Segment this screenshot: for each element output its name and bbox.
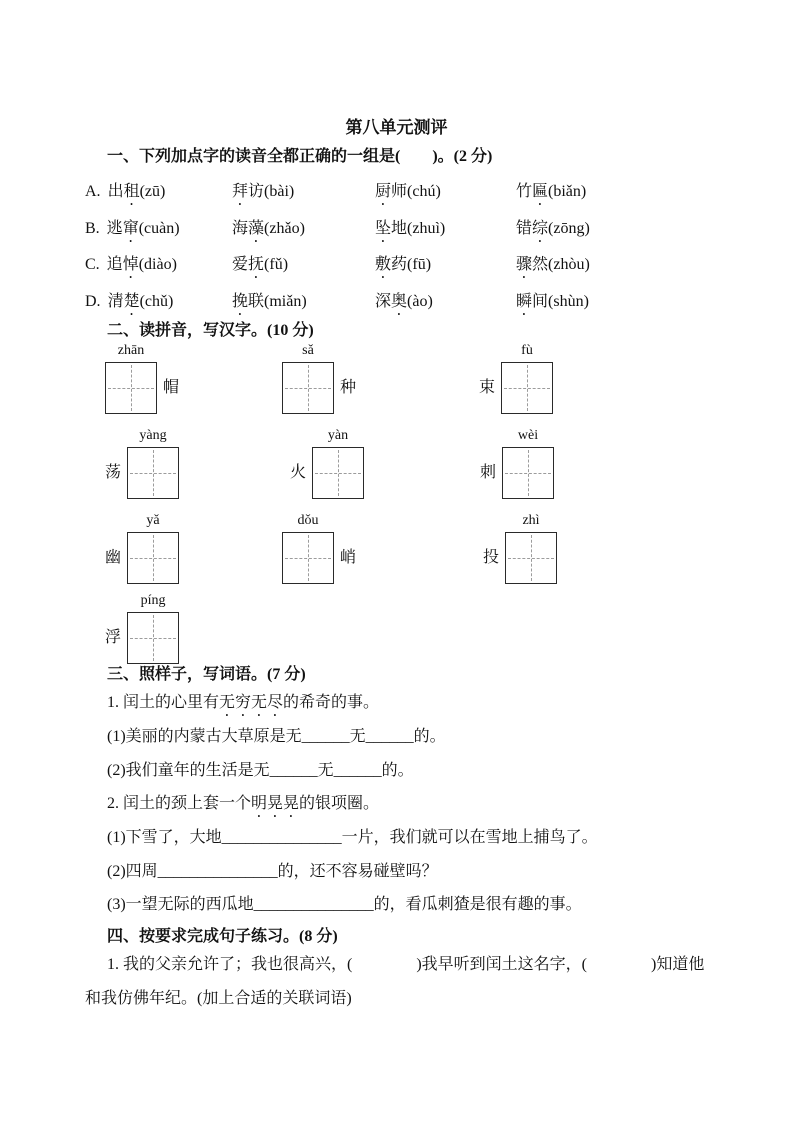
option-row-d bbox=[85, 284, 707, 321]
word-item: 逃窜(cuàn) bbox=[106, 219, 180, 237]
character-writing-box bbox=[312, 447, 364, 499]
given-character: 束 bbox=[479, 379, 496, 396]
word-item: 爱抚(fǔ) bbox=[232, 256, 289, 273]
character-writing-box bbox=[127, 532, 179, 584]
word-item: 坠地(zhuì) bbox=[375, 219, 446, 237]
blank-line: (1)美丽的内蒙古大草原是无______无______的。 bbox=[107, 728, 446, 745]
given-character: 幽 bbox=[105, 549, 122, 566]
sentence-exercise-line: 1. 我的父亲允许了；我也很高兴，( )我早听到闰土这名字，( )知道他 bbox=[107, 955, 705, 973]
blank-line: (1)下雪了，大地_______________一片，我们就可以在雪地上捕鸟了。 bbox=[107, 829, 598, 847]
pinyin-writing-group bbox=[282, 512, 356, 584]
word-item: 错综(zōng) bbox=[516, 219, 590, 237]
given-character: 荡 bbox=[105, 464, 122, 481]
given-character: 种 bbox=[340, 379, 357, 396]
character-writing-box bbox=[502, 447, 554, 499]
section-one-heading: 一、下列加点字的读音全都正确的一组是( )。(2 分) bbox=[107, 148, 493, 165]
pinyin-label: fù bbox=[521, 343, 533, 358]
word-item: 拜访(bài) bbox=[232, 183, 295, 200]
given-character: 浮 bbox=[105, 629, 122, 646]
example-sentence-1: 1. 闰土的心里有无穷无尽的希奇的事。 bbox=[107, 694, 380, 711]
pinyin-writing-group bbox=[290, 427, 364, 499]
word-item: 深奥(ào) bbox=[375, 292, 433, 310]
option-cell bbox=[85, 247, 232, 284]
pinyin-label: dǒu bbox=[297, 513, 319, 528]
word-item: 竹匾(biǎn) bbox=[516, 183, 587, 200]
given-character: 刺 bbox=[480, 464, 497, 481]
pinyin-label: sǎ bbox=[302, 343, 314, 358]
blank-line: (2)四周_______________的，还不容易碰壁吗？ bbox=[107, 862, 438, 880]
character-writing-box bbox=[282, 532, 334, 584]
pinyin-label: yàn bbox=[327, 428, 349, 443]
option-cell bbox=[85, 211, 232, 248]
pinyin-label: zhān bbox=[117, 343, 145, 358]
option-label: B. bbox=[85, 219, 100, 237]
pinyin-writing-group bbox=[105, 342, 179, 414]
option-cell bbox=[85, 284, 232, 321]
word-item: 海藻(zhǎo) bbox=[232, 219, 305, 237]
word-item: 挽联(miǎn) bbox=[232, 292, 307, 310]
option-label: A. bbox=[85, 183, 101, 200]
option-row-a bbox=[85, 174, 707, 211]
pinyin-writing-group bbox=[480, 427, 554, 499]
blank-line: (2)我们童年的生活是无______无______的。 bbox=[107, 761, 414, 779]
character-writing-box bbox=[505, 532, 557, 584]
option-cell bbox=[85, 174, 232, 211]
word-item: 骤然(zhòu) bbox=[516, 256, 590, 273]
pinyin-label: píng bbox=[140, 593, 166, 608]
character-writing-box bbox=[105, 362, 157, 414]
word-item: 瞬间(shùn) bbox=[516, 292, 589, 310]
given-character: 帽 bbox=[163, 379, 180, 396]
given-character: 火 bbox=[290, 464, 307, 481]
given-character: 峭 bbox=[340, 549, 357, 566]
blank-line: (3)一望无际的西瓜地_______________的，看瓜刺猹是很有趣的事。 bbox=[107, 896, 582, 914]
option-label: D. bbox=[85, 292, 101, 310]
given-character: 投 bbox=[483, 549, 500, 566]
pinyin-writing-group bbox=[105, 427, 179, 499]
pinyin-writing-group bbox=[105, 592, 179, 664]
section-four-heading: 四、按要求完成句子练习。(8 分) bbox=[107, 927, 338, 945]
character-writing-box bbox=[501, 362, 553, 414]
pinyin-label: zhì bbox=[522, 513, 540, 528]
option-list bbox=[85, 174, 707, 320]
option-label: C. bbox=[85, 256, 100, 273]
word-item: 出租(zū) bbox=[107, 183, 166, 200]
character-writing-box bbox=[282, 362, 334, 414]
pinyin-label: yǎ bbox=[146, 513, 160, 528]
pinyin-writing-group bbox=[282, 342, 356, 414]
page-content bbox=[0, 146, 793, 1015]
character-writing-box bbox=[127, 447, 179, 499]
section-three-heading: 三、照样子，写词语。(7 分) bbox=[107, 666, 306, 683]
option-row-b bbox=[85, 211, 707, 248]
word-item: 厨师(chú) bbox=[375, 183, 441, 200]
sentence-exercise-line: 和我仿佛年纪。(加上合适的关联词语) bbox=[85, 989, 352, 1007]
pinyin-writing-area bbox=[85, 342, 707, 664]
pinyin-label: yàng bbox=[139, 428, 167, 443]
example-sentence-2: 2. 闰土的颈上套一个明晃晃的银项圈。 bbox=[107, 795, 380, 813]
character-writing-box bbox=[127, 612, 179, 664]
page-title: 第八单元测评 bbox=[345, 118, 448, 137]
section-two-heading: 二、读拼音，写汉字。(10 分) bbox=[107, 322, 314, 339]
word-item: 清楚(chǔ) bbox=[107, 292, 174, 310]
option-row-c bbox=[85, 247, 707, 284]
pinyin-label: wèi bbox=[517, 428, 539, 443]
pinyin-writing-group bbox=[105, 512, 179, 584]
word-item: 追悼(diào) bbox=[106, 256, 177, 273]
pinyin-writing-group bbox=[479, 342, 553, 414]
pinyin-writing-group bbox=[483, 512, 557, 584]
word-item: 敷药(fū) bbox=[375, 256, 432, 273]
